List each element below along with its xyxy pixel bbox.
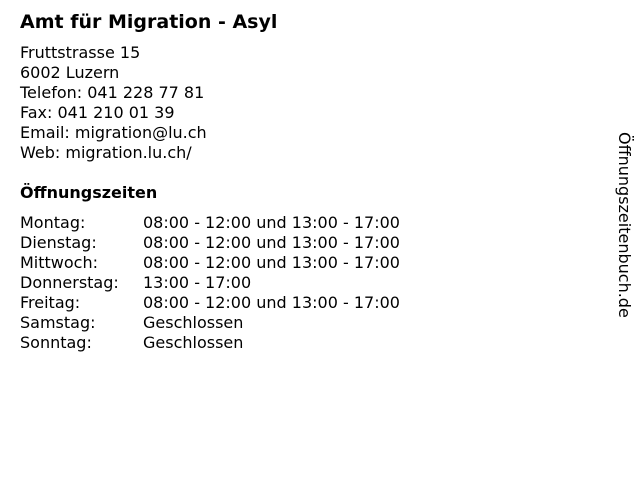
day-hours: 08:00 - 12:00 und 13:00 - 17:00	[143, 253, 400, 272]
day-label: Sonntag:	[20, 333, 92, 352]
website: Web: migration.lu.ch/	[20, 143, 192, 162]
day-hours: 08:00 - 12:00 und 13:00 - 17:00	[143, 293, 400, 312]
day-label: Samstag:	[20, 313, 96, 332]
watermark-text	[612, 132, 636, 337]
street-address: Fruttstrasse 15	[20, 43, 141, 62]
postal-city: 6002 Luzern	[20, 63, 120, 82]
day-label: Montag:	[20, 213, 86, 232]
day-label: Dienstag:	[20, 233, 97, 252]
day-label: Donnerstag:	[20, 273, 119, 292]
day-hours: Geschlossen	[143, 313, 244, 332]
page-title: Amt für Migration - Asyl	[20, 11, 278, 33]
day-hours: 08:00 - 12:00 und 13:00 - 17:00	[143, 233, 400, 252]
address-block	[20, 43, 207, 163]
day-hours: Geschlossen	[143, 333, 244, 352]
watermark-label: Öffnungszeitenbuch.de	[615, 132, 634, 318]
day-hours: 08:00 - 12:00 und 13:00 - 17:00	[143, 213, 400, 232]
email-address: Email: migration@lu.ch	[20, 123, 207, 142]
fax-number: Fax: 041 210 01 39	[20, 103, 175, 122]
phone-number: Telefon: 041 228 77 81	[20, 83, 205, 102]
day-label: Mittwoch:	[20, 253, 98, 272]
day-hours: 13:00 - 17:00	[143, 273, 252, 292]
opening-hours-heading: Öffnungszeiten	[20, 183, 158, 202]
day-label: Freitag:	[20, 293, 81, 312]
